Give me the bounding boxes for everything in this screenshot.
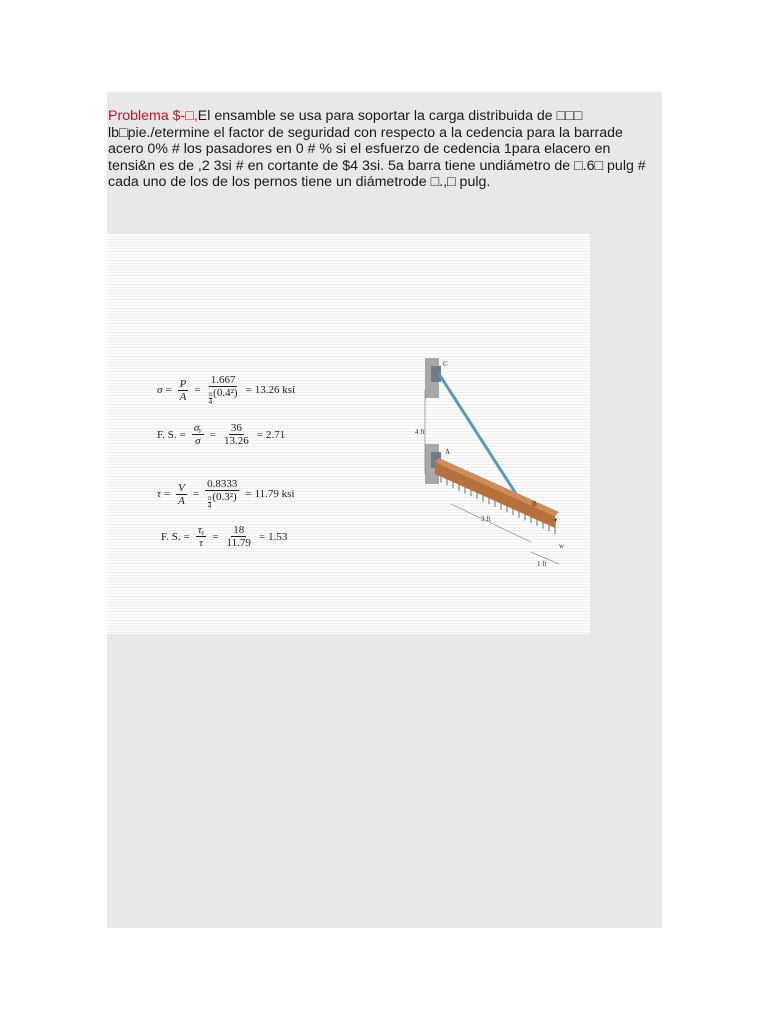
label-w: w xyxy=(559,542,565,550)
dim-4ft-label: 4 ft xyxy=(415,428,425,436)
problem-statement xyxy=(108,108,660,191)
eq-fs1-num2: 36 xyxy=(230,422,242,434)
dim-1ft-label: 1 ft xyxy=(537,560,547,568)
eq-sigma-num2: 1.667 xyxy=(210,374,236,386)
dim-3ft-label: 3 ft xyxy=(481,515,491,523)
beam-rod-diagram xyxy=(415,356,574,576)
eq-sigma-four: 4 xyxy=(208,398,213,406)
equation-shear-stress: τ = $\frac{V}{A}$ = 0.8333 $\frac{\pi}{4}$ (0.3²) = 11.79 ksi xyxy=(157,478,295,510)
eq-tau-result: 11.79 ksi xyxy=(254,488,295,500)
beam-ab xyxy=(435,462,555,528)
eq-fs1-den1: σ xyxy=(195,435,201,447)
eq-fs2-lhs: F. S. xyxy=(161,530,181,543)
label-b: B xyxy=(532,500,537,508)
eq-fs1-lhs: F. S. xyxy=(157,428,177,441)
eq-tau-lhs: τ xyxy=(157,488,161,500)
eq-fs2-den2: 11.79 xyxy=(226,537,251,549)
eq-fs1-num1: σᵧ xyxy=(193,422,202,434)
eq-fs1-den2: 13.26 xyxy=(224,435,249,447)
eq-tau-den1: A xyxy=(178,494,185,507)
problem-body: El ensamble se usa para soportar la carga distribuida de □□□ lb□pie./etermine el factor de seguridad con respecto a la cedencia para la barrade acero 0% # los pasadores en 0 # % si el esfuerzo de cedencia 1para elacero en tensi&n es de ,2 3si # en cortante de $4 3si. 5a barra tiene undiámetro de □.6□ pulg # cada uno de los de los pernos tiene un diámetrode □.,□ pulg. xyxy=(108,108,646,190)
eq-sigma-lhs: σ xyxy=(157,384,163,396)
document-page xyxy=(107,92,662,928)
eq-tau-num2: 0.8333 xyxy=(207,478,238,490)
eq-fs2-num2: 18 xyxy=(233,524,245,536)
eq-fs2-result: 1.53 xyxy=(268,530,288,543)
eq-sigma-num1: P xyxy=(179,377,187,390)
eq-sigma-pi: π xyxy=(208,390,213,398)
eq-fs2-den1: τ xyxy=(199,537,204,549)
label-c: C xyxy=(443,360,448,368)
eq-tau-num1: V xyxy=(178,481,185,494)
equation-normal-stress: σ = $\frac{P}{A}$ = 1.667 $\frac{\pi}{4}$ (0.4²) = 13.26 ksi xyxy=(157,374,296,406)
equation-safety-factor-shear: F. S. = $\frac{\text{τᵧ}}{\tau}$ = $\frac{18}{11.79}$ = 1.53 xyxy=(161,524,288,549)
eq-sigma-result: 13.26 ksi xyxy=(254,384,296,396)
eq-sigma-den2: (0.4²) xyxy=(213,387,238,399)
eq-sigma-den1: A xyxy=(179,390,187,403)
label-a: A xyxy=(445,448,451,456)
eq-tau-pi: π xyxy=(207,494,212,502)
eq-fs1-result: 2.71 xyxy=(265,428,286,441)
eq-tau-four: 4 xyxy=(207,502,212,510)
equation-safety-factor-tension: F. S. = $\frac{\text{σᵧ}}{\sigma}$ = $\frac{36}{13.26}$ = 2.71 xyxy=(157,422,286,447)
eq-tau-den2: (0.3²) xyxy=(212,491,237,503)
eq-fs2-num1: τᵧ xyxy=(197,524,205,536)
problem-label: Problema $-□, xyxy=(108,108,198,124)
solution-figure xyxy=(107,234,590,634)
